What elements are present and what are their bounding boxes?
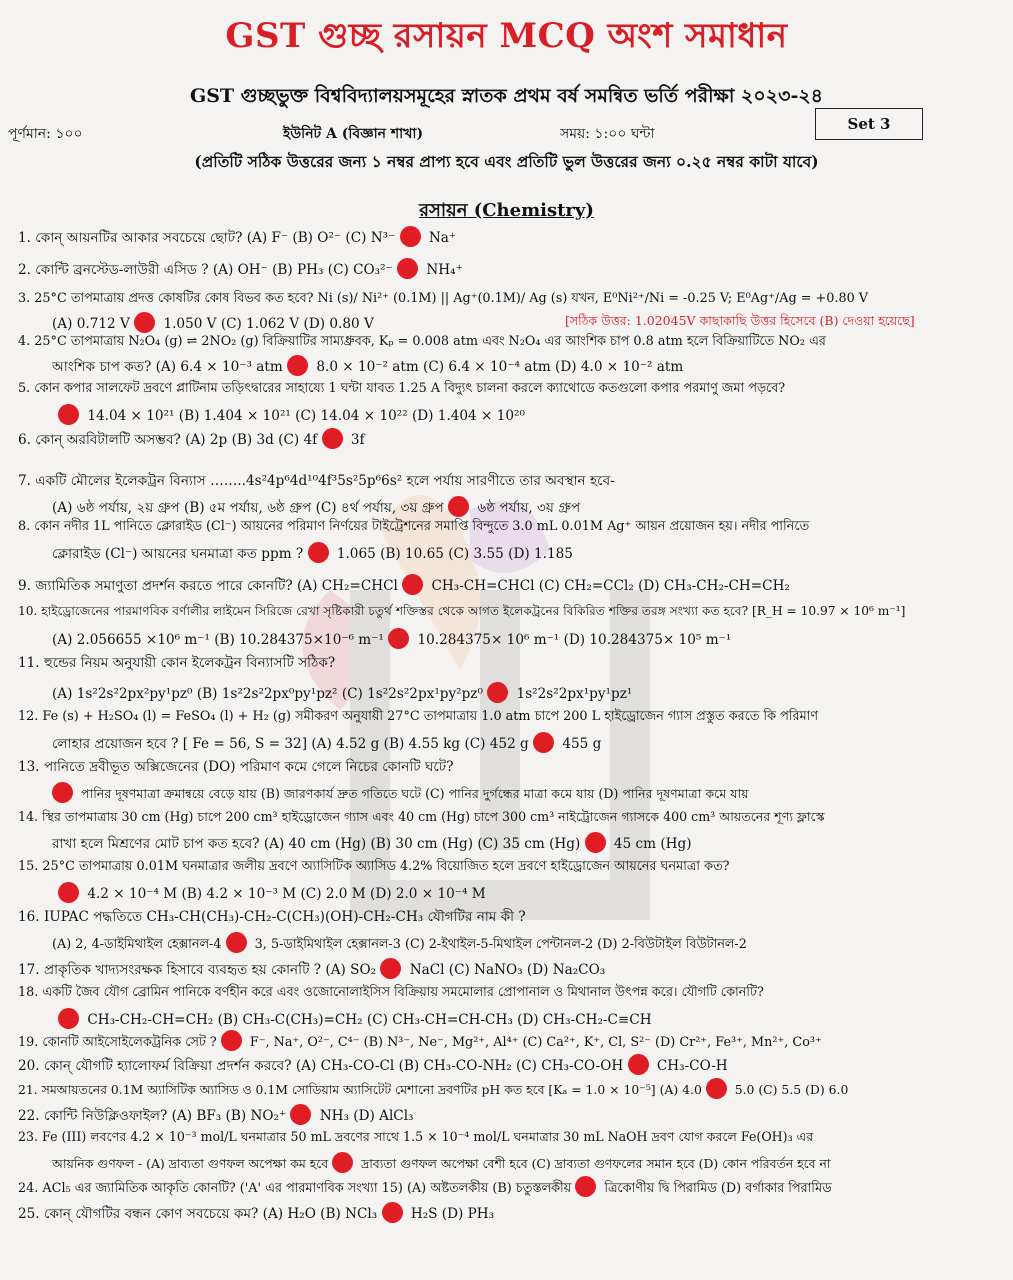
answer-marker-icon (52, 782, 73, 803)
q8-options: ক্লোরাইড (Cl⁻) আয়নের ঘনমাত্রা কত ppm ? 1.065 (B) 10.65 (C) 3.55 (D) 1.185 (52, 542, 573, 563)
answer-marker-icon (628, 1054, 649, 1075)
q23-options: আয়নিক গুণফল - (A) দ্রাব্যতা গুণফল অপেক্ষা কম হবে দ্রাব্যতা গুণফল অপেক্ষা বেশী হবে (C) দ্রাব্যতা গুণফলের সমান হবে (D) কোন পরিবর্তন হবে না (52, 1152, 830, 1173)
answer-marker-icon (58, 882, 79, 903)
q13-options: পানির দূষণমাত্রা ক্রমান্বয়ে বেড়ে যায় (B) জারণকার্য দ্রুত গতিতে ঘটে (C) পানির দুর্গন্ধের মাত্রা কমে যায় (D) পানির দূষণমাত্রা কমে যায় (52, 782, 749, 803)
answer-marker-icon (380, 958, 401, 979)
q16: 16. IUPAC পদ্ধতিতে CH₃-CH(CH₃)-CH₂-C(CH₃)(OH)-CH₂-CH₃ যৌগটির নাম কী ? (18, 909, 526, 925)
q18-options: CH₃-CH₂-CH=CH₂ (B) CH₃-C(CH₃)=CH₂ (C) CH₃-CH=CH-CH₃ (D) CH₃-CH₂-C≡CH (58, 1008, 652, 1029)
answer-marker-icon (332, 1152, 353, 1173)
q14: 14. স্থির তাপমাত্রায় 30 cm (Hg) চাপে 200 cm³ হাইড্রোজেন গ্যাস এবং 40 cm (Hg) চাপে 300 cm³ নাইট্রোজেন গ্যাসকে 400 cm³ আয়তনের শূণ্য ফ্লাস্কে (18, 809, 825, 824)
q11-options: (A) 1s²2s²2px²py¹pz⁰ (B) 1s²2s²2px⁰py¹pz² (C) 1s²2s²2px¹py²pz⁰ 1s²2s²2px¹py¹pz¹ (52, 682, 632, 703)
q7-options: (A) ৬ষ্ঠ পর্যায়, ২য় গ্রুপ (B) ৫ম পর্যায়, ৬ষ্ঠ গ্রুপ (C) ৪র্থ পর্যায়, ৩য় গ্রুপ ৬ষ্ঠ পর্যায়, ৩য় গ্রুপ (52, 496, 580, 517)
q19: 19. কোনটি আইসোইলেকট্রনিক সেট ? F⁻, Na⁺, O²⁻, C⁴⁻ (B) N³⁻, Ne⁻, Mg²⁺, Al⁴⁺ (C) Ca²⁺, K⁺, Cl, S²⁻ (D) Cr²⁺, Fe³⁺, Mn²⁺, Co³⁺ (18, 1030, 822, 1052)
q20: 20. কোন্ যৌগটি হ্যালোফর্ম বিক্রিয়া প্রদর্শন করবে? (A) CH₃-CO-Cl (B) CH₃-CO-NH₂ (C) CH₃-CO-OH CH₃-CO-H (18, 1054, 728, 1075)
q5-options: 14.04 × 10²¹ (B) 1.404 × 10²¹ (C) 14.04 × 10²² (D) 1.404 × 10²⁰ (58, 404, 525, 425)
q1: 1. কোন্ আয়নটির আকার সবচেয়ে ছোট? (A) F⁻ (B) O²⁻ (C) N³⁻ Na⁺ (18, 226, 456, 247)
q22: 22. কোন্টি নিউক্লিওফাইল? (A) BF₃ (B) NO₂⁺ NH₃ (D) AlCl₃ (18, 1104, 414, 1125)
answer-marker-icon (533, 732, 554, 753)
q17: 17. প্রাকৃতিক খাদ্যসংরক্ষক হিসাবে ব্যবহৃত হয় কোনটি ? (A) SO₂ NaCl (C) NaNO₃ (D) Na₂CO₃ (18, 958, 605, 979)
q16-options: (A) 2, 4-ডাইমিথাইল হেক্সানল-4 3, 5-ডাইমিথাইল হেক্সানল-3 (C) 2-ইথাইল-5-মিথাইল পেন্টানল-2 (D) 2-বিউটাইল বিউটানল-2 (52, 932, 747, 954)
q7: 7. একটি মৌলের ইলেকট্রন বিন্যাস ……..4s²4p⁶4d¹⁰4f³5s²5p⁶6s² হলে পর্যায় সারণীতে তার অবস্থান হবে- (18, 473, 615, 489)
q10: 10. হাইড্রোজেনের পারমাণবিক বর্ণালীর লাইমেন সিরিজে রেখা সৃষ্টিকারী চতুর্থ শক্তিস্তর থেকে আগত ইলেকট্রনের বিকিরিত শক্তির তরঙ্গ সংখ্যা কত হবে? [R_H = 10.97 × 10⁶ m⁻¹] (18, 604, 906, 618)
answer-marker-icon (402, 574, 423, 595)
q3-options: (A) 0.712 V 1.050 V (C) 1.062 V (D) 0.80 V (52, 312, 374, 333)
answer-marker-icon (397, 258, 418, 279)
q9: 9. জ্যামিতিক সমাণুতা প্রদর্শন করতে পারে কোনটি? (A) CH₂=CHCl CH₃-CH=CHCl (C) CH₂=CCl₂ (D) CH₃-CH₂-CH=CH₂ (18, 574, 790, 595)
answer-marker-icon (58, 404, 79, 425)
q21: 21. সমআয়তনের 0.1M অ্যাসিটিক অ্যাসিড ও 0.1M সোডিয়াম অ্যাসিটেট মেশানো দ্রবণটির pH কত হবে [Kₐ = 1.0 × 10⁻⁵] (A) 4.0 5.0 (C) 5.5 (D) 6.0 (18, 1078, 848, 1099)
answer-marker-icon (448, 496, 469, 517)
answer-marker-icon (308, 542, 329, 563)
q4: 4. 25°C তাপমাত্রায় N₂O₄ (g) ⇌ 2NO₂ (g) বিক্রিয়াটির সাম্যধ্রুবক, Kₚ = 0.008 atm এবং N₂O₄ এর আংশিক চাপ 0.8 atm হলে বিক্রিয়াটিতে NO₂ এর (18, 334, 826, 349)
set-box: Set 3 (815, 108, 923, 140)
answer-marker-icon (287, 355, 308, 376)
page-title: GST গুচ্ছ রসায়ন MCQ অংশ সমাধান (225, 16, 788, 56)
q14-options: রাখা হলে মিশ্রণের মোট চাপ কত হবে? (A) 40 cm (Hg) (B) 30 cm (Hg) (C) 35 cm (Hg) 45 cm (Hg) (52, 832, 692, 853)
q18: 18. একটি জৈব যৌগ ব্রোমিন পানিকে বর্ণহীন করে এবং ওজোনোলাইসিস বিক্রিয়ায় সমমোলার প্রোপানাল ও মিথানাল উৎপন্ন করে। যৌগটি কোনটি? (18, 985, 764, 1000)
section-heading: রসায়ন (Chemistry) (419, 200, 594, 221)
q10-options: (A) 2.056655 ×10⁶ m⁻¹ (B) 10.284375×10⁻⁶ m⁻¹ 10.284375× 10⁶ m⁻¹ (D) 10.284375× 10⁵ m⁻¹ (52, 628, 731, 649)
q15: 15. 25°C তাপমাত্রায় 0.01M ঘনমাত্রার জলীয় দ্রবণে অ্যাসিটিক অ্যাসিড 4.2% বিয়োজিত হলে দ্রবণে হাইড্রোজেন আয়নের ঘনমাত্রা কত? (18, 859, 730, 874)
answer-marker-icon (382, 1202, 403, 1223)
q11: 11. হুন্ডের নিয়ম অনুযায়ী কোন ইলেকট্রন বিন্যাসটি সঠিক? (18, 655, 336, 671)
time-label: সময়: ১:০০ ঘন্টা (560, 126, 655, 142)
q24: 24. ACl₅ এর জ্যামিতিক আকৃতি কোনটি? ('A' এর পারমাণবিক সংখ্যা 15) (A) অষ্টতলকীয় (B) চতুস্তলকীয় ত্রিকোণীয় দ্বি পিরামিড (D) বর্গাকার পিরামিড (18, 1176, 832, 1198)
full-marks: পূর্ণমান: ১০০ (8, 126, 83, 142)
q5: 5. কোন কপার সালফেট দ্রবণে প্লাটিনাম তড়িৎদ্বারের সাহায্যে 1 ঘন্টা যাবত 1.25 A বিদ্যুৎ চালনা করলে ক্যাথোডে কতগুলো কপার পরমাণু জমা পড়বে? (18, 381, 786, 396)
answer-marker-icon (290, 1104, 311, 1125)
q3: 3. 25°C তাপমাত্রায় প্রদত্ত কোষটির কোষ বিভব কত হবে? Ni (s)/ Ni²⁺ (0.1M) || Ag⁺(0.1M)/ Ag (s) যখন, E⁰Ni²⁺/Ni = -0.25 V; E⁰Ag⁺/Ag = +0.80 V (18, 291, 869, 306)
exam-subtitle: GST গুচ্ছভুক্ত বিশ্ববিদ্যালয়সমূহের স্নাতক প্রথম বর্ষ সমন্বিত ভর্তি পরীক্ষা ২০২৩-২৪ (189, 85, 824, 107)
answer-marker-icon (221, 1030, 242, 1051)
answer-marker-icon (487, 682, 508, 703)
q23: 23. Fe (III) লবণের 4.2 × 10⁻³ mol/L ঘনমাত্রার 50 mL দ্রবণের সাথে 1.5 × 10⁻⁴ mol/L ঘনমাত্রার 30 mL NaOH দ্রবণ যোগ করলে Fe(OH)₃ এর (18, 1129, 814, 1144)
correction-note: [সঠিক উত্তর: 1.02045V কাছাকাছি উত্তর হিসেবে (B) দেওয়া হয়েছে] (565, 313, 915, 328)
q2: 2. কোন্টি ব্রনস্টেড-লাউরী এসিড ? (A) OH⁻ (B) PH₃ (C) CO₃²⁻ NH₄⁺ (18, 258, 463, 279)
q12-options: লোহার প্রয়োজন হবে ? [ Fe = 56, S = 32] (A) 4.52 g (B) 4.55 kg (C) 452 g 455 g (52, 732, 601, 753)
answer-marker-icon (134, 312, 155, 333)
answer-marker-icon (58, 1008, 79, 1029)
answer-marker-icon (400, 226, 421, 247)
marking-note: (প্রতিটি সঠিক উত্তরের জন্য ১ নম্বর প্রাপ্য হবে এবং প্রতিটি ভুল উত্তরের জন্য ০.২৫ নম্বর কাটা যাবে) (194, 152, 819, 171)
q8: 8. কোন নদীর 1L পানিতে ক্লোরাইড (Cl⁻) আয়নের পরিমাণ নির্ণয়ের টাইট্রেশনের সমাপ্তি বিন্দুতে 3.0 mL 0.01M Ag⁺ আয়ন প্রয়োজন হয়। নদীর পানিতে (18, 519, 810, 534)
answer-marker-icon (322, 428, 343, 449)
q25: 25. কোন্ যৌগটির বন্ধন কোণ সবচেয়ে কম? (A) H₂O (B) NCl₃ H₂S (D) PH₃ (18, 1202, 494, 1223)
answer-marker-icon (575, 1176, 596, 1197)
q13: 13. পানিতে দ্রবীভূত অক্সিজেনের (DO) পরিমাণ কমে গেলে নিচের কোনটি ঘটে? (18, 759, 454, 775)
q6: 6. কোন্ অরবিটালটি অসম্ভব? (A) 2p (B) 3d (C) 4f 3f (18, 428, 365, 449)
q4-options: আংশিক চাপ কত? (A) 6.4 × 10⁻³ atm 8.0 × 10⁻² atm (C) 6.4 × 10⁻⁴ atm (D) 4.0 × 10⁻² atm (52, 355, 683, 376)
answer-marker-icon (706, 1078, 727, 1099)
unit-label: ইউনিট A (বিজ্ঞান শাখা) (283, 126, 424, 142)
answer-marker-icon (388, 628, 409, 649)
answer-marker-icon (226, 932, 247, 953)
q15-options: 4.2 × 10⁻⁴ M (B) 4.2 × 10⁻³ M (C) 2.0 M (D) 2.0 × 10⁻⁴ M (58, 882, 486, 903)
answer-marker-icon (585, 832, 606, 853)
q12: 12. Fe (s) + H₂SO₄ (l) = FeSO₄ (l) + H₂ (g) সমীকরণ অনুযায়ী 27°C তাপমাত্রায় 1.0 atm চাপে 200 L হাইড্রোজেন গ্যাস প্রস্তুত করতে কি পরিমাণ (18, 709, 819, 724)
